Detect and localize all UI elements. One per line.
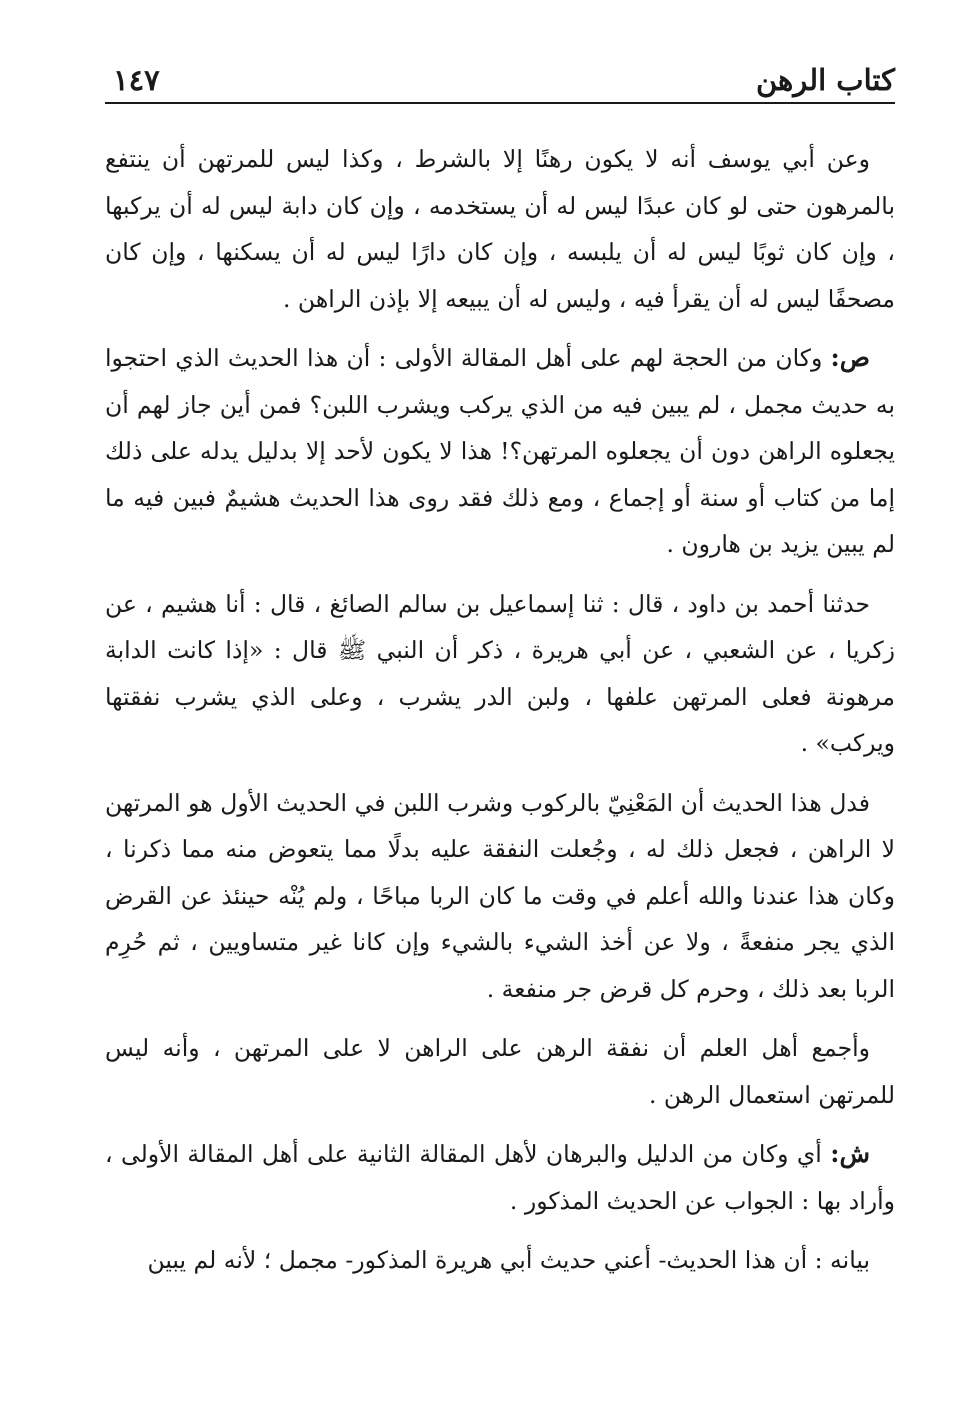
paragraph-text: وأجمع أهل العلم أن نفقة الرهن على الراهن لا على المرتهن ، وأنه ليس للمرتهن استعمال الرهن .	[105, 1034, 895, 1109]
body-text	[105, 136, 895, 1284]
paragraph	[105, 581, 895, 767]
book-page	[105, 58, 895, 1358]
paragraph	[105, 335, 895, 568]
page-number: ١٤٧	[113, 63, 160, 97]
paragraph-text: فدل هذا الحديث أن المَعْنِيّ بالركوب وشرب اللبن في الحديث الأول هو المرتهن لا الراهن ، فجعل ذلك له ، وجُعلت النفقة عليه بدلًا مما يتعوض منه مما ذكرنا ، وكان هذا عندنا والله أعلم في وقت ما كان الربا مباحًا ، ولم يُنْه حينئذ عن القرض الذي يجر منفعةً ، ولا عن أخذ الشيء بالشيء وإن كانا غير متساويين ، ثم حُرِم الربا بعد ذلك ، وحرم كل قرض جر منفعة .	[105, 788, 895, 1003]
section-marker-sad: ص:	[830, 343, 870, 372]
paragraph	[105, 780, 895, 1013]
paragraph-text: بيانه : أن هذا الحديث- أعني حديث أبي هريرة المذكور- مجمل ؛ لأنه لم يبين	[147, 1246, 870, 1274]
page-header	[105, 58, 895, 104]
paragraph-text: وعن أبي يوسف أنه لا يكون رهنًا إلا بالشرط ، وكذا ليس للمرتهن أن ينتفع بالمرهون حتى لو كان عبدًا ليس له أن يستخدمه ، وإن كان دابة ليس له أن يركبها ، وإن كان ثوبًا ليس له أن يلبسه ، وإن كان دارًا ليس له أن يسكنها ، وإن كان مصحفًا ليس له أن يقرأ فيه ، وليس له أن يبيعه إلا بإذن الراهن .	[105, 145, 895, 313]
paragraph	[105, 1025, 895, 1118]
running-title: كتاب الرهن	[755, 63, 895, 97]
paragraph-text: أي وكان من الدليل والبرهان لأهل المقالة الثانية على أهل المقالة الأولى ، وأراد بها : الجواب عن الحديث المذكور .	[105, 1140, 895, 1215]
paragraph-text: وكان من الحجة لهم على أهل المقالة الأولى : أن هذا الحديث الذي احتجوا به حديث مجمل ، لم يبين فيه من الذي يركب ويشرب اللبن؟ فمن أين جاز لهم أن يجعلوه الراهن دون أن يجعلوه المرتهن؟! هذا لا يكون لأحد إلا بدليل يدله على ذلك إما من كتاب أو سنة أو إجماع ، ومع ذلك فقد روى هذا الحديث هشيمٌ فبين فيه ما لم يبين يزيد بن هارون .	[105, 344, 895, 558]
paragraph	[105, 1131, 895, 1224]
paragraph	[105, 1237, 895, 1284]
paragraph	[105, 136, 895, 322]
paragraph-text: حدثنا أحمد بن داود ، قال : ثنا إسماعيل بن سالم الصائغ ، قال : أنا هشيم ، عن زكريا ، عن الشعبي ، عن أبي هريرة ، ذكر أن النبي ﷺ قال : «إذا كانت الدابة مرهونة فعلى المرتهن علفها ، ولبن الدر يشرب ، وعلى الذي يشرب نفقتها ويركب» .	[105, 589, 895, 757]
section-marker-shin: ش:	[830, 1139, 870, 1168]
